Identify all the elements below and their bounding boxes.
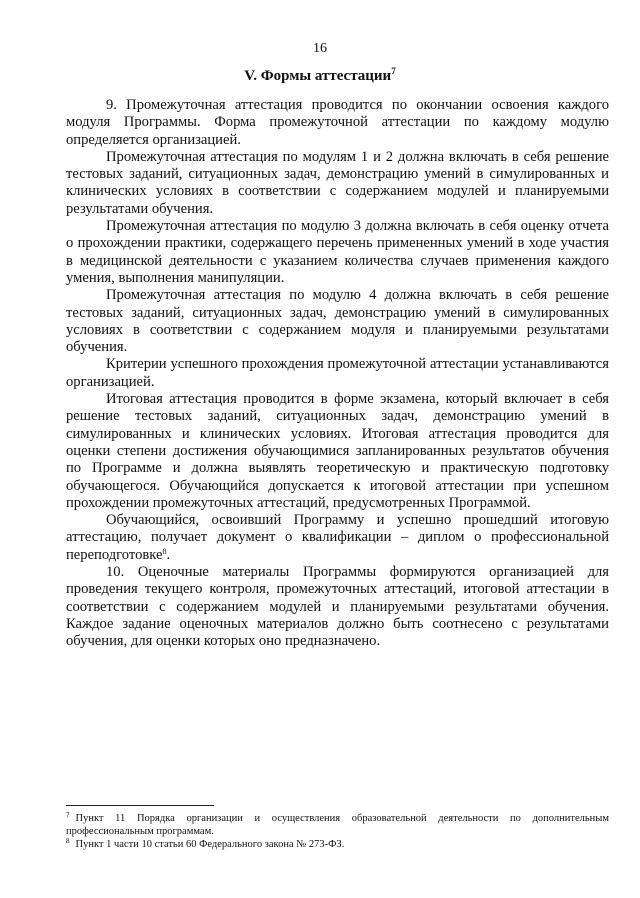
footnote-mark: 7: [66, 811, 70, 819]
footnote-ref-7: 7: [391, 66, 396, 76]
footnote-8: [66, 838, 609, 851]
footnotes: [66, 812, 609, 851]
footnote-divider: [66, 805, 214, 806]
section-title: [60, 66, 580, 85]
paragraph-module-4: Промежуточная аттестация по модулю 4 должна включать в себя решение тестовых заданий, ситуационных задач, демонстрацию умений в симулированных условиях в соответствии с содержанием модуля и планируемыми результатами обучения.: [66, 287, 609, 356]
body-text: [66, 97, 609, 651]
footnote-text: Пункт 1 части 10 статьи 60 Федерального закона № 273-ФЗ.: [75, 839, 345, 850]
paragraph-9: 9. Промежуточная аттестация проводится по окончании освоения каждого модуля Программы. Форма промежуточной аттестации по каждому модулю определяется организацией.: [66, 97, 609, 148]
footnote-mark: 8: [66, 837, 70, 845]
paragraph-diploma: [66, 512, 609, 564]
paragraph-10: 10. Оценочные материалы Программы формируются организацией для проведения текущего контроля, промежуточных аттестаций, итоговой аттестации в соответствии с содержанием модулей и планируемыми результатами обучения. Каждое задание оценочных материалов должно быть соотнесено с результатами обучения, для оценки которых оно предназначено.: [66, 564, 609, 650]
paragraph-module-3: Промежуточная аттестация по модулю 3 должна включать в себя оценку отчета о прохождении практики, содержащего перечень примененных умений в ходе участия в медицинской деятельности с указанием количества случаев применения каждого умения, выполнения манипуляции.: [66, 218, 609, 286]
paragraph-final-attestation: Итоговая аттестация проводится в форме экзамена, который включает в себя решение тестовых заданий, ситуационных задач, демонстрацию умений в симулированных и клинических условиях. Итоговая аттестация проводится для оценки степени достижения обучающимися запланированных результатов обучения по Программе и должна выявлять теоретическую и практическую подготовку обучающегося. Обучающийся допускается к итоговой аттестации при успешном прохождении промежуточных аттестаций, предусмотренных Программой.: [66, 391, 609, 511]
paragraph-diploma-text: Обучающийся, освоивший Программу и успешно прошедший итоговую аттестацию, получает документ о квалификации – диплом о профессиональной переподготовке: [66, 512, 609, 563]
paragraph-criteria: Критерии успешного прохождения промежуточной аттестации устанавливаются организацией.: [66, 356, 609, 390]
footnote-text: Пункт 11 Порядка организации и осуществления образовательной деятельности по дополнительным профессиональным программам.: [66, 813, 609, 837]
footnote-7: [66, 812, 609, 838]
paragraph-modules-1-2: Промежуточная аттестация по модулям 1 и 2 должна включать в себя решение тестовых заданий, ситуационных задач, демонстрацию умений в симулированных и клинических условиях в соответствии с содержанием модулей и планируемыми результатами обучения.: [66, 148, 609, 217]
paragraph-diploma-end: .: [166, 546, 171, 563]
footnote-ref-8: 8: [162, 546, 167, 556]
section-title-text: V. Формы аттестации: [244, 68, 392, 84]
page-number: 16: [313, 41, 327, 56]
